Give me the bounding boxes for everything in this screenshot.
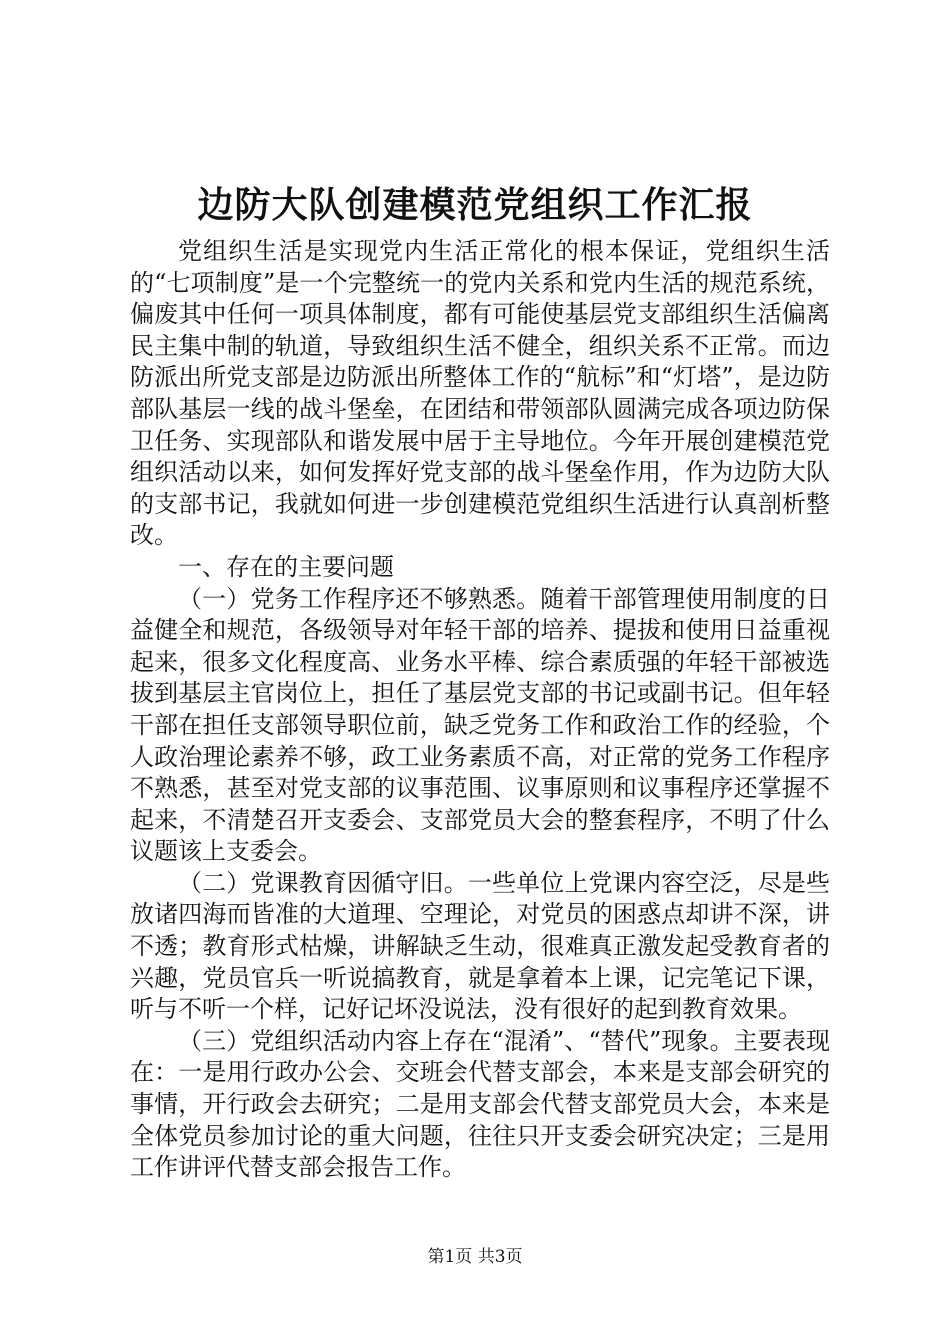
document-body xyxy=(130,236,830,1184)
page-number-footer: 第1页 共3页 xyxy=(427,1247,523,1267)
problem-paragraph-2: （二）党课教育因循守旧。一些单位上党课内容空泛，尽是些放诸四海而皆准的大道理、空理论，对党员的困惑点却讲不深，讲不透；教育形式枯燥，讲解缺乏生动，很难真正激发起受教育者的兴趣，党员官兵一听说搞教育，就是拿着本上课，记完笔记下课，听与不听一个样，记好记坏没说法，没有很好的起到教育效果。 xyxy=(130,868,830,1024)
problem-paragraph-3: （三）党组织活动内容上存在“混淆”、“替代”现象。主要表现在：一是用行政办公会、交班会代替支部会，本来是支部会研究的事情，开行政会去研究；二是用支部会代替支部党员大会，本来是全体党员参加讨论的重大问题，往往只开支委会研究决定；三是用工作讲评代替支部会报告工作。 xyxy=(130,1026,830,1182)
intro-paragraph: 党组织生活是实现党内生活正常化的根本保证，党组织生活的“七项制度”是一个完整统一的党内关系和党内生活的规范系统，偏废其中任何一项具体制度，都有可能使基层党支部组织生活偏离民主集中制的轨道，导致组织生活不健全，组织关系不正常。而边防派出所党支部是边防派出所整体工作的“航标”和“灯塔”，是边防部队基层一线的战斗堡垒，在团结和带领部队圆满完成各项边防保卫任务、实现部队和谐发展中居于主导地位。今年开展创建模范党组织活动以来，如何发挥好党支部的战斗堡垒作用，作为边防大队的支部书记，我就如何进一步创建模范党组织生活进行认真剖析整改。 xyxy=(130,237,830,550)
problem-paragraph-1: （一）党务工作程序还不够熟悉。随着干部管理使用制度的日益健全和规范，各级领导对年轻干部的培养、提拔和使用日益重视起来，很多文化程度高、业务水平棒、综合素质强的年轻干部被选拔到基层主官岗位上，担任了基层党支部的书记或副书记。但年轻干部在担任支部领导职位前，缺乏党务工作和政治工作的经验，个人政治理论素养不够，政工业务素质不高，对正常的党务工作程序不熟悉，甚至对党支部的议事范围、议事原则和议事程序还掌握不起来，不清楚召开支委会、支部党员大会的整套程序，不明了什么议题该上支委会。 xyxy=(130,584,830,866)
section-heading: 一、存在的主要问题 xyxy=(178,552,394,581)
document-title: 边防大队创建模范党组织工作汇报 xyxy=(197,184,753,226)
